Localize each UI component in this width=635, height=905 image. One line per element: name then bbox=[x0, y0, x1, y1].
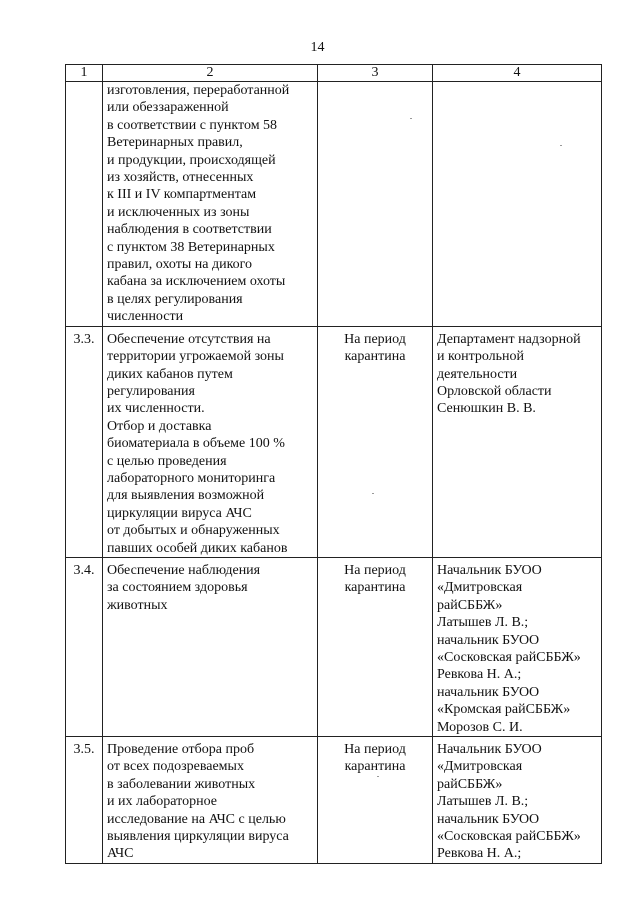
term-text: На период карантина bbox=[318, 737, 433, 864]
measure-text: Проведение отбора проб от всех подозреваемых в заболевании животных и их лабораторное исследование на АЧС с целью выявления циркуляции вируса АЧС bbox=[103, 737, 318, 864]
table-header-row bbox=[66, 65, 602, 82]
row-number bbox=[66, 82, 103, 327]
term-text: На период карантина bbox=[318, 326, 433, 557]
row-number: 3.5. bbox=[66, 737, 103, 864]
measure-text: изготовления, переработанной или обеззараженной в соответствии с пунктом 58 Ветеринарных правил, и продукции, происходящей из хозяйств, отнесенных к III и IV компартментам и исключенных из зоны наблюдения в соответствии с пунктом 38 Ветеринарных правил, охоты на дикого кабана за исключением охоты в целях регулирования численности bbox=[103, 82, 318, 327]
scan-speck bbox=[377, 776, 379, 777]
page-number: 14 bbox=[310, 40, 325, 55]
responsible-text bbox=[433, 82, 602, 327]
column-header: 1 bbox=[66, 65, 103, 82]
column-header: 4 bbox=[433, 65, 602, 82]
table-row bbox=[66, 82, 602, 327]
table-row bbox=[66, 737, 602, 864]
row-number: 3.4. bbox=[66, 557, 103, 736]
responsible-text: Департамент надзорной и контрольной деятельности Орловской области Сенюшкин В. В. bbox=[433, 326, 602, 557]
column-header: 2 bbox=[103, 65, 318, 82]
responsible-text: Начальник БУОО «Дмитровская райСББЖ» Латышев Л. В.; начальник БУОО «Сосковская райСББЖ» Ревкова Н. А.; bbox=[433, 737, 602, 864]
measure-text: Обеспечение наблюдения за состоянием здоровья животных bbox=[103, 557, 318, 736]
scan-speck bbox=[560, 145, 562, 146]
term-text: На период карантина bbox=[318, 557, 433, 736]
table-row bbox=[66, 326, 602, 557]
table-row bbox=[66, 557, 602, 736]
scan-speck bbox=[410, 118, 412, 119]
measures-table bbox=[65, 64, 602, 864]
term-text bbox=[318, 82, 433, 327]
row-number: 3.3. bbox=[66, 326, 103, 557]
column-header: 3 bbox=[318, 65, 433, 82]
measure-text: Обеспечение отсутствия на территории угрожаемой зоны диких кабанов путем регулирования их численности. Отбор и доставка биоматериала в объеме 100 % с целью проведения лабораторного мониторинга для выявления возможной циркуляции вируса АЧС от добытых и обнаруженных павших особей диких кабанов bbox=[103, 326, 318, 557]
scan-speck bbox=[372, 493, 374, 494]
responsible-text: Начальник БУОО «Дмитровская райСББЖ» Латышев Л. В.; начальник БУОО «Сосковская райСББЖ» Ревкова Н. А.; начальник БУОО «Кромская райСББЖ» Морозов С. И. bbox=[433, 557, 602, 736]
